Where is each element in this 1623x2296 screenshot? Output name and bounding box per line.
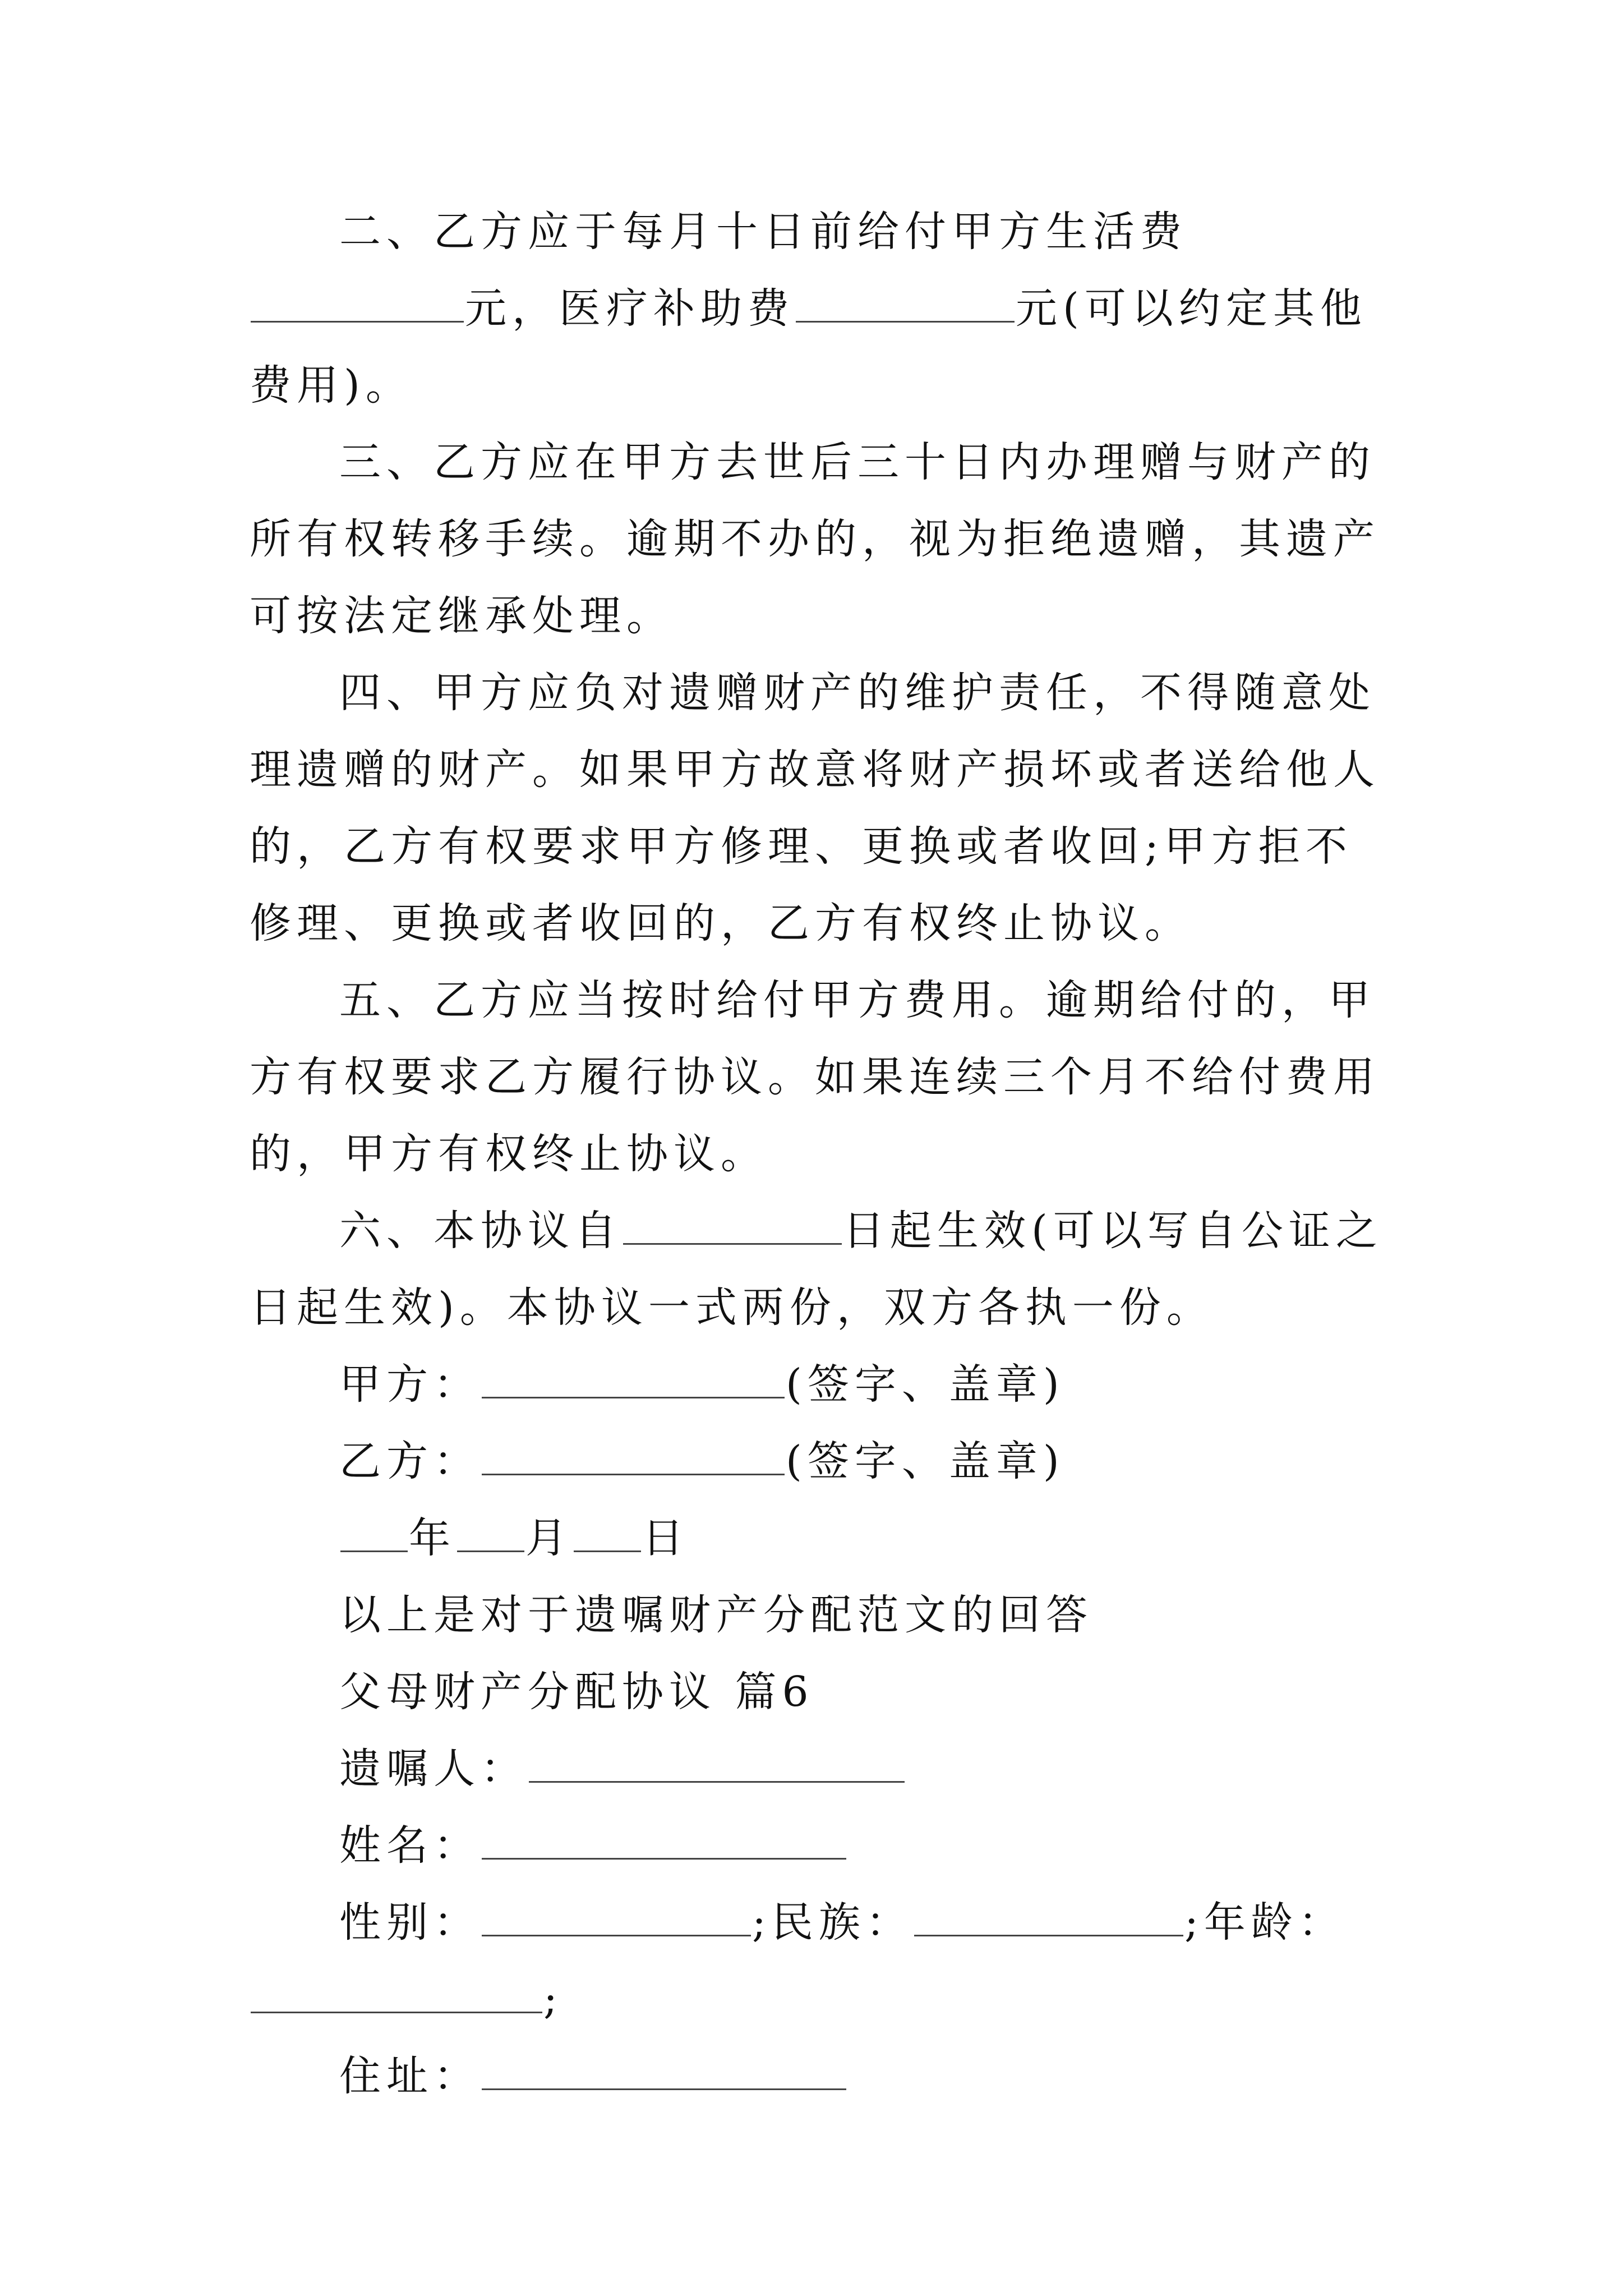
age-label: ;年龄：: [1184, 1898, 1345, 1947]
party-b-signature-blank: [482, 1440, 785, 1475]
month-label: 月: [525, 1514, 573, 1562]
age-blank: [251, 1978, 542, 2013]
party-a-note: (签字、盖章): [786, 1360, 1065, 1409]
day-blank: [574, 1517, 641, 1552]
name-blank: [482, 1824, 846, 1860]
age-line: [250, 1961, 1388, 2038]
clause-4: 四、甲方应负对遗赠财产的维护责任，不得随意处理遗赠的财产。如果甲方故意将财产损坏或者送给他人的，乙方有权要求甲方修理、更换或者收回;甲方拒不修理、更换或者收回的，乙方有权终止协议。: [250, 669, 1380, 947]
clause-2-text-b: 元，: [465, 284, 559, 333]
party-b-signature-line: [250, 1423, 1388, 1500]
date-line: [250, 1500, 1388, 1577]
age-end-mark: ;: [543, 1975, 563, 2023]
testator-label: 遗嘱人：: [339, 1745, 528, 1793]
clause-6: [250, 1193, 1388, 1346]
clause-3: 三、乙方应在甲方去世后三十日内办理赠与财产的所有权转移手续。逾期不办的，视为拒绝遗赠，其遗产可按法定继承处理。: [250, 438, 1380, 640]
effective-date-blank: [623, 1209, 842, 1245]
clause-2-text-c: 医疗补助费: [559, 284, 795, 333]
clause-6-text-a: 六、本协议自: [339, 1207, 622, 1255]
party-a-signature-line: [250, 1346, 1388, 1423]
party-a-label: 甲方：: [339, 1360, 481, 1409]
year-blank: [340, 1517, 408, 1552]
ethnicity-label: ;民族：: [752, 1898, 913, 1947]
ethnicity-blank: [914, 1901, 1183, 1936]
party-b-label: 乙方：: [339, 1437, 481, 1485]
address-label: 住址：: [339, 2052, 481, 2100]
living-expense-blank: [251, 287, 464, 323]
clause-5: 五、乙方应当按时给付甲方费用。逾期给付的，甲方有权要求乙方履行协议。如果连续三个月不给付费用的，甲方有权终止协议。: [250, 976, 1380, 1178]
closing-line: 以上是对于遗嘱财产分配范文的回答: [339, 1591, 1093, 1639]
testator-blank: [529, 1747, 905, 1783]
party-b-note: (签字、盖章): [786, 1437, 1065, 1485]
address-blank: [482, 2055, 846, 2090]
gender-label: 性别：: [339, 1898, 481, 1947]
name-line: [250, 1807, 1388, 1884]
gender-blank: [482, 1901, 751, 1936]
name-label: 姓名：: [339, 1821, 481, 1870]
section-title: 父母财产分配协议 篇6: [339, 1668, 814, 1716]
party-a-signature-blank: [482, 1363, 785, 1398]
clause-6-text-b: 日起生效(可以写自公证之日起生效)。本协议一式两份，双方各执一份。: [250, 1207, 1383, 1332]
day-label: 日: [642, 1514, 689, 1562]
gender-ethnicity-age-line: [250, 1884, 1388, 1961]
clause-2: [250, 194, 1388, 424]
address-line: [250, 2038, 1388, 2115]
year-label: 年: [409, 1514, 456, 1562]
clause-2-text-a: 二、乙方应于每月十日前给付甲方生活费: [339, 208, 1187, 256]
testator-line: [250, 1731, 1388, 1807]
medical-subsidy-blank: [796, 287, 1015, 323]
clause-2-text-d: 元(可以约定其他费用)。: [250, 284, 1367, 409]
month-blank: [457, 1517, 524, 1552]
document-body: [250, 194, 1388, 2115]
